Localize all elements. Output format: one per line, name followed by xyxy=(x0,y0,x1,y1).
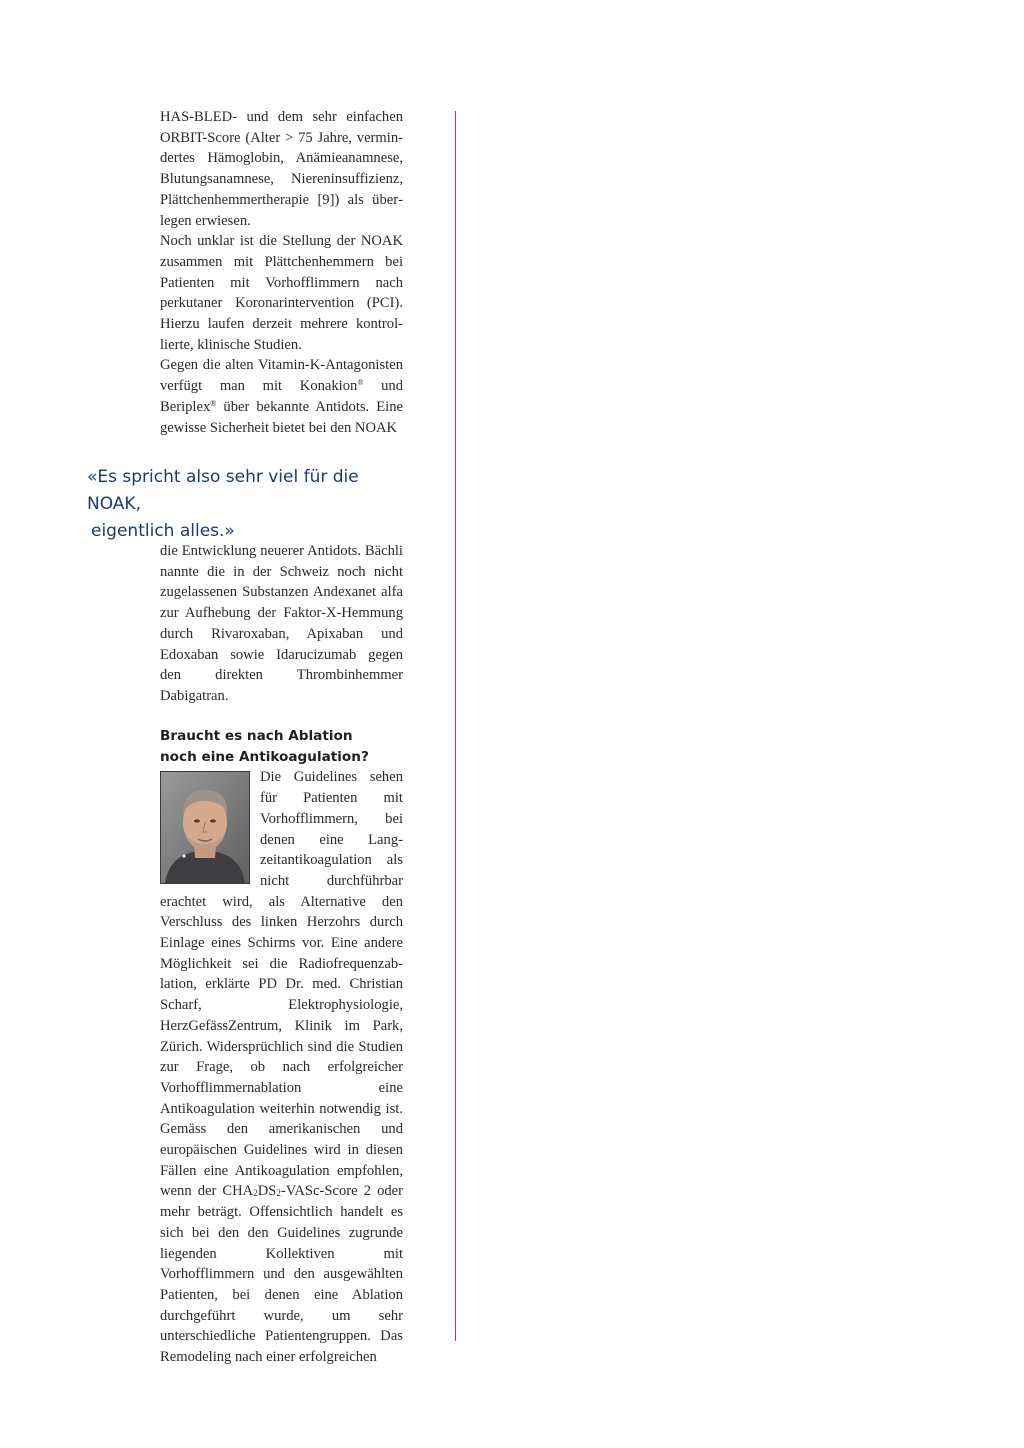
score-name-middle: DS xyxy=(257,1183,277,1200)
pull-quote-line-1: «Es spricht also sehr viel für die NOAK, xyxy=(87,467,359,514)
paragraph-new-antidots: die Entwicklung neuerer Antidots. Bächli nannte die in der Schweiz noch nicht zugelassenen Substanzen Andexanet alfa zur Aufhebung der Faktor-X-Hemmung durch Rivaroxaban, Apixaban und Edoxaban sowie Idarucizumab gegen den direkten Thrombinhemmer Dabigatran. xyxy=(160,543,403,704)
article-column-top xyxy=(160,107,403,438)
ablation-text-part1: Die Guidelines sehen für Patienten mit Vorhofflimmern, bei denen eine Langzeitantikoagulation als nicht durchführbar erachtet wird, als Alternative den Verschluss des linken Herzohrs durch Einlage eines Schirms vor. Eine andere Möglichkeit sei die Radiofrequenzablation, erklärte PD Dr. med. Christian Scharf, Elektrophysiologie, HerzGefässZentrum, Klinik im Park, Zürich. Widersprüchlich sind die Studien zur Frage, ob nach erfolgreicher Vorhofflimmernablation eine Antikoagulation weiterhin notwendig ist. Gemäss den amerikanischen und europäischen Guidelines wird in diesen Fällen eine Antikoagulation empfohlen, wenn der CHA xyxy=(160,769,403,1200)
antidots-text-part3: über bekannte Antidots. Eine gewisse Sicherheit bietet bei den NOAK xyxy=(160,398,403,436)
antidots-text-part1: Gegen die alten Vitamin-K-Antagonisten verfügt man mit Konakion xyxy=(160,357,403,395)
subscript-2: 2 xyxy=(253,1188,258,1199)
column-divider-rule xyxy=(455,111,456,1341)
author-portrait-photo xyxy=(160,771,250,884)
section-heading-line-2: noch eine Antikoagulation? xyxy=(160,748,369,765)
ablation-text-part2: -VASc-Score 2 oder mehr beträgt. Offensichtlich handelt es sich bei den den Guidelines zugrunde liegenden Kollektiven mit Vorhofflimmern und den ausgewählten Patienten, bei denen eine Ablation durchgeführt wurde, um sehr unterschiedliche Patientengruppen. Das Remodeling nach einer erfolgreichen xyxy=(160,1183,403,1366)
portrait-image xyxy=(161,772,249,883)
article-column-middle xyxy=(160,541,403,707)
registered-mark: ® xyxy=(357,378,364,388)
pull-quote xyxy=(87,464,417,545)
registered-mark: ® xyxy=(210,398,217,408)
pull-quote-line-2: eigentlich alles.» xyxy=(91,521,235,541)
paragraph-ablation xyxy=(160,767,403,1367)
paragraph-antidots-intro xyxy=(160,355,403,438)
section-heading-line-1: Braucht es nach Ablation xyxy=(160,728,353,744)
article-column-bottom xyxy=(160,726,403,1368)
section-heading xyxy=(160,726,403,767)
antidots-text-part2: und Beriplex xyxy=(160,378,403,415)
paragraph-noak-pci: Noch unklar ist die Stellung der NOAK zusammen mit Plättchenhemmern bei Patienten mit Vorhofflimmern nach perkutaner Koronarintervention (PCI). Hierzu laufen derzeit mehrere kontrollierte, klinische Studien. xyxy=(160,233,403,353)
paragraph-orbit-score: HAS-BLED- und dem sehr einfachen ORBIT-Score (Alter > 75 Jahre, vermindertes Hämoglobin, Anämieanamnese, Blutungsanamnese, Niereninsuffizienz, Plättchenhemmertherapie [9]) als überlegen erwiesen. xyxy=(160,109,403,229)
subscript-2: 2 xyxy=(276,1188,281,1199)
